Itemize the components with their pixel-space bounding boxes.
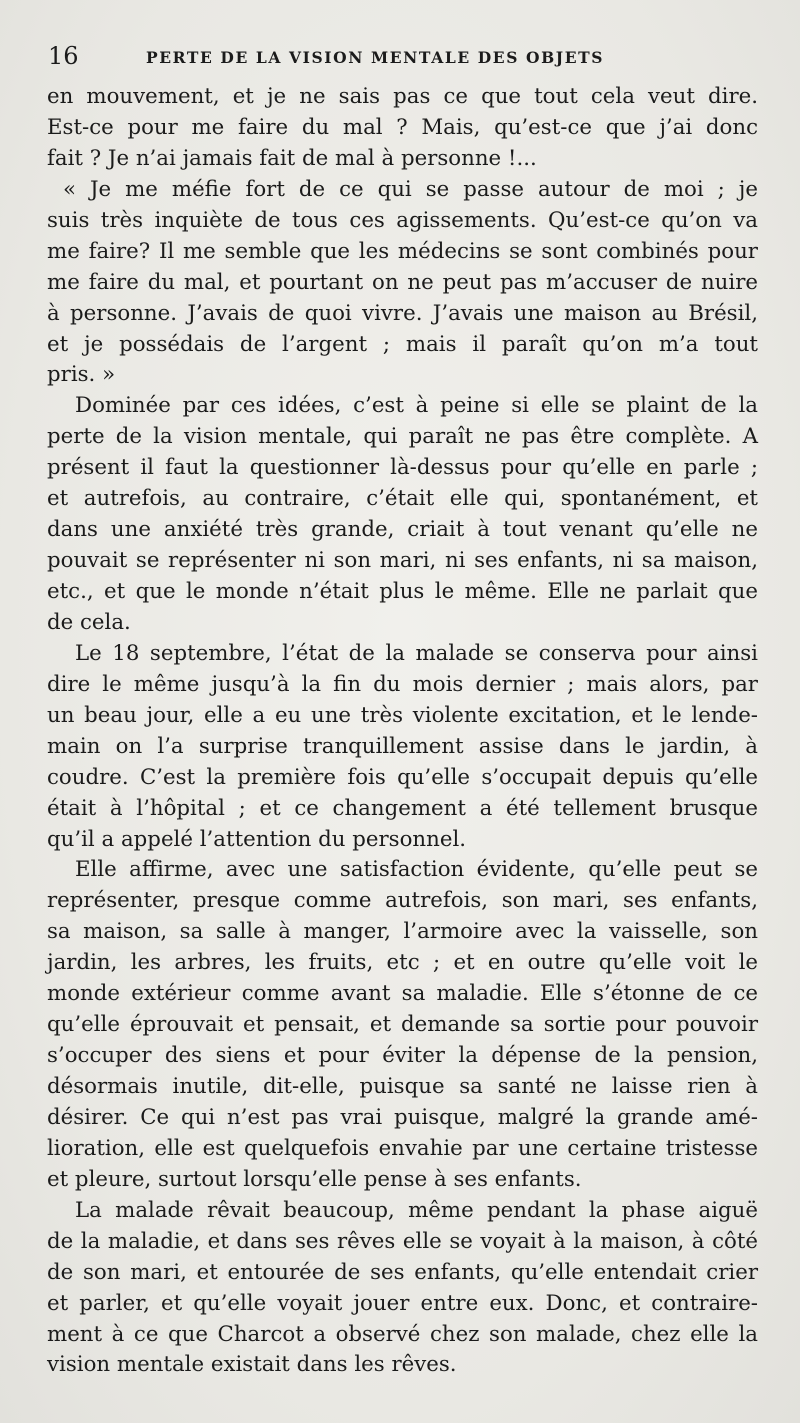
text-line: un beau jour, elle a eu une très violente excitation, et le lende-	[47, 702, 758, 728]
text-line: ment à ce que Charcot a observé chez son malade, chez elle la	[47, 1321, 758, 1347]
text-line: de la maladie, et dans ses rêves elle se voyait à la maison, à côté	[47, 1228, 758, 1254]
text-line: Elle affirme, avec une satisfaction évidente, qu’elle peut se	[75, 857, 758, 883]
text-line: désormais inutile, dit-elle, puisque sa santé ne laisse rien à	[47, 1074, 758, 1099]
text-line: présent il faut la questionner là-dessus pour qu’elle en parle ;	[47, 455, 758, 481]
text-line: me faire du mal, et pourtant on ne peut pas m’accuser de nuire	[47, 269, 758, 295]
text-line: de son mari, et entourée de ses enfants, qu’elle entendait crier	[47, 1259, 758, 1285]
text-line: pris. »	[47, 362, 116, 388]
text-line: dire le même jusqu’à la fin du mois dernier ; mais alors, par	[47, 671, 758, 697]
text-line: désirer. Ce qui n’est pas vrai puisque, malgré la grande amé-	[47, 1104, 758, 1130]
text-line: de cela.	[47, 609, 131, 635]
body-text	[47, 82, 758, 1381]
text-line: Est-ce pour me faire du mal ? Mais, qu’est-ce que j’ai donc	[47, 114, 758, 140]
text-line: dans une anxiété très grande, criait à tout venant qu’elle ne	[47, 517, 758, 543]
text-line: jardin, les arbres, les fruits, etc ; et en outre qu’elle voit le	[47, 950, 758, 976]
page-header	[48, 40, 758, 80]
text-line: à personne. J’avais de quoi vivre. J’avais une maison au Brésil,	[47, 300, 758, 326]
text-line: sa maison, sa salle à manger, l’armoire avec la vaisselle, son	[47, 919, 758, 945]
text-line: était à l’hôpital ; et ce changement a été tellement brusque	[47, 795, 758, 821]
text-line: et pleure, surtout lorsqu’elle pense à ses enfants.	[47, 1166, 582, 1192]
text-line: Dominée par ces idées, c’est à peine si elle se plaint de la	[75, 393, 758, 419]
text-line: perte de la vision mentale, qui paraît ne pas être complète. A	[47, 424, 758, 450]
text-line: en mouvement, et je ne sais pas ce que tout cela veut dire.	[47, 84, 758, 109]
text-line: Le 18 septembre, l’état de la malade se conserva pour ainsi	[75, 640, 758, 666]
text-line: suis très inquiète de tous ces agissements. Qu’est-ce qu’on va	[47, 207, 758, 233]
text-line: fait ? Je n’ai jamais fait de mal à personne !...	[47, 145, 537, 171]
text-line: pouvait se représenter ni son mari, ni ses enfants, ni sa maison,	[47, 548, 758, 574]
text-line: et je possédais de l’argent ; mais il paraît qu’on m’a tout	[47, 331, 758, 357]
text-line: coudre. C’est la première fois qu’elle s’occupait depuis qu’elle	[47, 764, 758, 790]
text-line: La malade rêvait beaucoup, même pendant la phase aiguë	[75, 1197, 758, 1223]
running-head: PERTE DE LA VISION MENTALE DES OBJETS	[146, 48, 605, 67]
text-line: s’occuper des siens et pour éviter la dépense de la pension,	[47, 1043, 758, 1069]
text-line: et autrefois, au contraire, c’était elle qui, spontanément, et	[47, 486, 758, 512]
text-line: monde extérieur comme avant sa maladie. Elle s’étonne de ce	[47, 981, 758, 1007]
text-line: vision mentale existait dans les rêves.	[47, 1352, 457, 1378]
text-line: qu’il a appelé l’attention du personnel.	[47, 826, 467, 852]
page-number: 16	[48, 42, 79, 70]
text-line: représenter, presque comme autrefois, son mari, ses enfants,	[47, 888, 758, 914]
text-line: et parler, et qu’elle voyait jouer entre eux. Donc, et contraire-	[47, 1290, 758, 1316]
text-line: etc., et que le monde n’était plus le même. Elle ne parlait que	[47, 579, 758, 604]
text-line: main on l’a surprise tranquillement assise dans le jardin, à	[47, 733, 758, 759]
text-line: « Je me méfie fort de ce qui se passe autour de moi ; je	[63, 176, 758, 202]
text-line: lioration, elle est quelquefois envahie par une certaine tristesse	[47, 1135, 758, 1161]
text-line: qu’elle éprouvait et pensait, et demande sa sortie pour pouvoir	[47, 1012, 758, 1038]
text-line: me faire? Il me semble que les médecins se sont combinés pour	[47, 238, 758, 264]
